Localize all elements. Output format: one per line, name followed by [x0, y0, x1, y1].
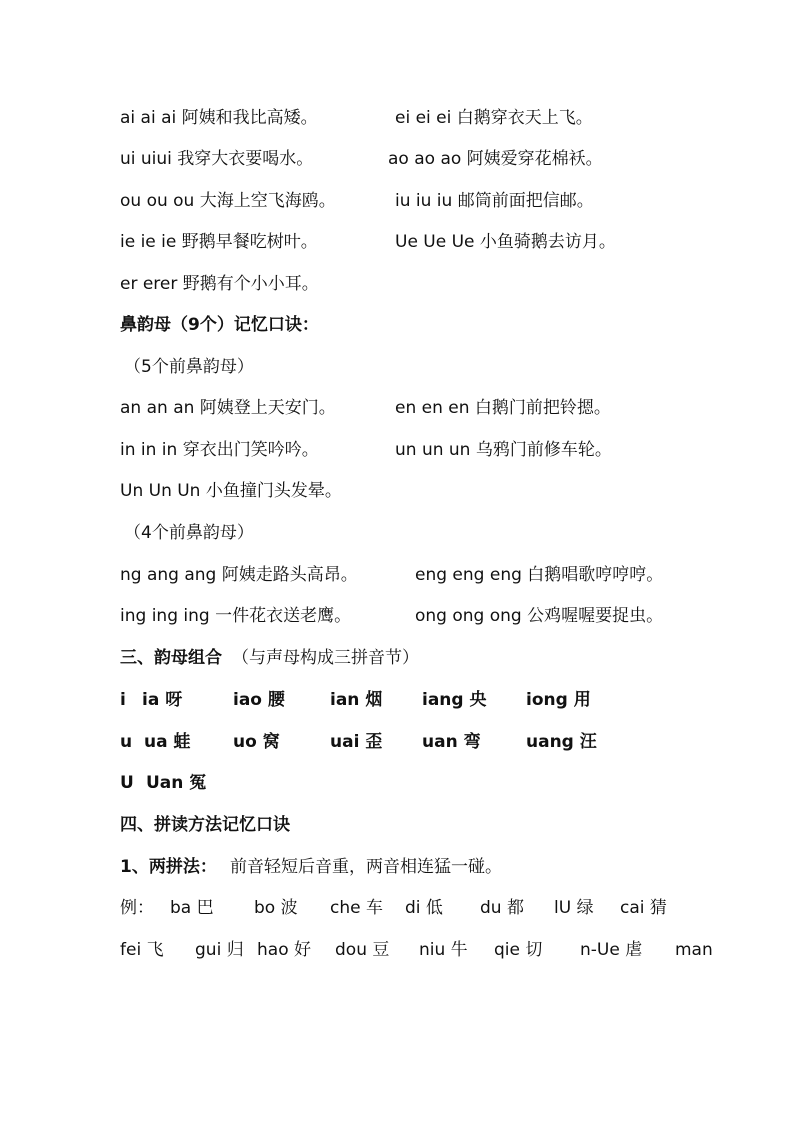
example-item: man — [675, 940, 713, 960]
section-heading: 鼻韵母（9个）记忆口诀： — [120, 315, 319, 335]
rhyme-text: ao ao ao 阿姨爱穿花棉袄。 — [388, 149, 603, 169]
rhyme-text: un un un 乌鸦门前修车轮。 — [395, 440, 612, 460]
example-item: du 都 — [480, 898, 524, 918]
combination-item: uo 窝 — [233, 732, 280, 752]
example-item: gui 归 — [195, 940, 244, 960]
combination-item: ian 烟 — [330, 690, 383, 710]
combination-item: iong 用 — [526, 690, 591, 710]
section-heading: 四、拼读方法记忆口诀 — [120, 815, 290, 835]
example-item: ba 巴 — [170, 898, 214, 918]
rule-text: 前音轻短后音重，两音相连猛一碰。 — [230, 857, 502, 877]
section-heading-note: （与声母构成三拼音节） — [232, 648, 419, 668]
rhyme-text: ong ong ong 公鸡喔喔要捉虫。 — [415, 606, 664, 626]
combination-item: ia 呀 — [142, 690, 183, 710]
subsection-label: （5个前鼻韵母） — [124, 357, 254, 377]
example-item: che 车 — [330, 898, 383, 918]
combination-item: uai 歪 — [330, 732, 383, 752]
example-item: lU 绿 — [554, 898, 594, 918]
rhyme-text: ei ei ei 白鹅穿衣天上飞。 — [395, 108, 593, 128]
example-item: qie 切 — [494, 940, 543, 960]
combination-item: u — [120, 732, 133, 752]
section-heading: 三、韵母组合 — [120, 648, 222, 668]
rhyme-text: an an an 阿姨登上天安门。 — [120, 398, 336, 418]
subsection-label: （4个前鼻韵母） — [124, 523, 254, 543]
example-item: bo 波 — [254, 898, 298, 918]
rhyme-text: ai ai ai 阿姨和我比高矮。 — [120, 108, 318, 128]
combination-item: iang 央 — [422, 690, 487, 710]
combination-item: iao 腰 — [233, 690, 285, 710]
combination-item: uang 汪 — [526, 732, 597, 752]
examples-label: 例： — [120, 898, 154, 918]
example-item: niu 牛 — [419, 940, 468, 960]
combination-item: U — [120, 773, 134, 793]
rhyme-text: er erer 野鹅有个小小耳。 — [120, 274, 319, 294]
example-item: hao 好 — [257, 940, 311, 960]
rhyme-text: Ue Ue Ue 小鱼骑鹅去访月。 — [395, 232, 616, 252]
example-item: n-Ue 虐 — [580, 940, 643, 960]
rhyme-text: iu iu iu 邮筒前面把信邮。 — [395, 191, 594, 211]
example-item: dou 豆 — [335, 940, 390, 960]
rhyme-text: en en en 白鹅门前把铃摁。 — [395, 398, 611, 418]
rhyme-text: ou ou ou 大海上空飞海鸥。 — [120, 191, 336, 211]
rhyme-text: in in in 穿衣出门笑吟吟。 — [120, 440, 319, 460]
example-item: fei 飞 — [120, 940, 164, 960]
rhyme-text: ui uiui 我穿大衣要喝水。 — [120, 149, 314, 169]
rule-label: 1、两拼法： — [120, 857, 217, 877]
example-item: cai 猜 — [620, 898, 667, 918]
combination-item: ua 蛙 — [144, 732, 191, 752]
rhyme-text: eng eng eng 白鹅唱歌哼哼哼。 — [415, 565, 664, 585]
example-item: di 低 — [405, 898, 443, 918]
rhyme-text: ing ing ing 一件花衣送老鹰。 — [120, 606, 352, 626]
combination-item: Uan 冤 — [146, 773, 207, 793]
rhyme-text: Un Un Un 小鱼撞门头发晕。 — [120, 481, 342, 501]
combination-item: i — [120, 690, 126, 710]
rhyme-text: ie ie ie 野鹅早餐吃树叶。 — [120, 232, 318, 252]
rhyme-text: ng ang ang 阿姨走路头高昂。 — [120, 565, 358, 585]
combination-item: uan 弯 — [422, 732, 481, 752]
